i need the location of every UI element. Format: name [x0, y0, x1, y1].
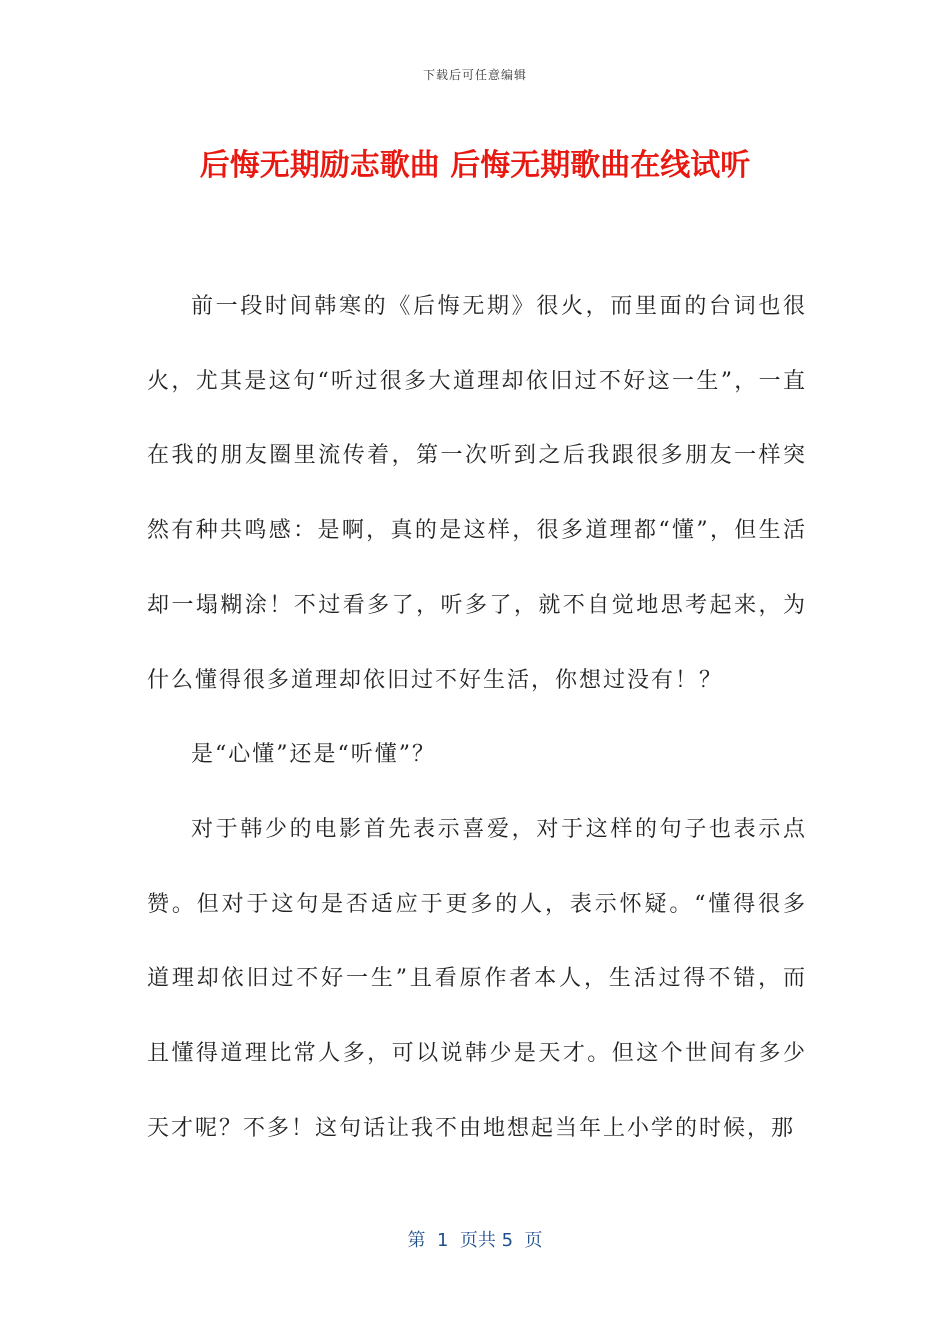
document-title: 后悔无期励志歌曲 后悔无期歌曲在线试听: [199, 148, 751, 183]
header-note: 下载后可任意编辑: [422, 68, 527, 82]
page-number-footer: 第 1 页共 5 页: [407, 1230, 543, 1251]
paragraph: 是“心懂”还是“听懂”？: [191, 742, 436, 768]
paragraph: 前一段时间韩寒的《后悔无期》很火，而里面的台词也很火，尤其是这句“听过很多大道理却依旧过不好这一生”，一直在我的朋友圈里流传着，第一次听到之后我跟很多朋友一样突然有种共鸣感：是啊，真的是这样，很多道理都“懂”，但生活却一塌糊涂！不过看多了，听多了，就不自觉地思考起来，为什么懂得很多道理却依旧过不好生活，你想过没有！？: [147, 294, 807, 693]
paragraph: 对于韩少的电影首先表示喜爱，对于这样的句子也表示点赞。但对于这句是否适应于更多的人，表示怀疑。“懂得很多道理却依旧过不好一生”且看原作者本人，生活过得不错，而且懂得道理比常人多，可以说韩少是天才。但这个世间有多少天才呢？不多！这句话让我不由地想起当年上小学的时候，那: [147, 816, 807, 1141]
document-body: [147, 270, 807, 1166]
